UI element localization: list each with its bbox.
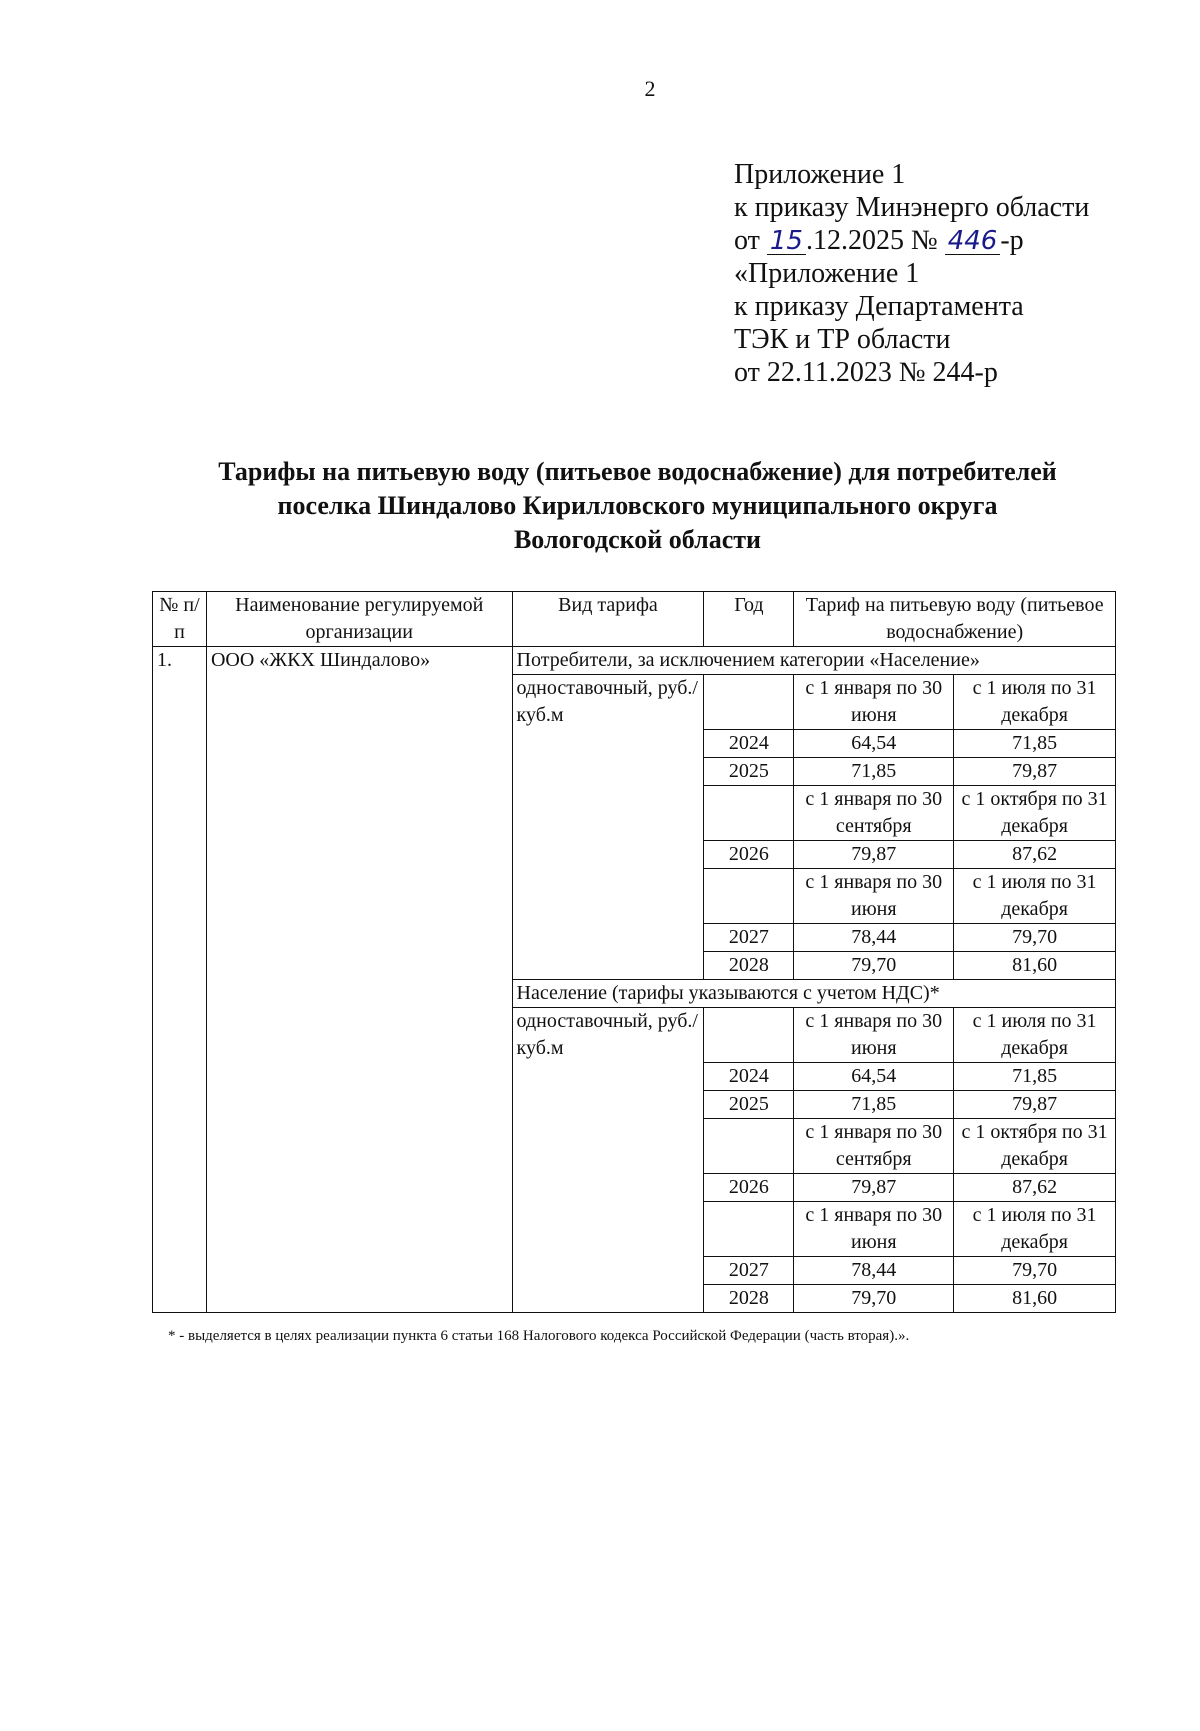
table-row (153, 647, 1116, 675)
value-cell: 79,70 (794, 952, 954, 980)
year-cell (704, 786, 794, 841)
tariff-table (152, 591, 1116, 1313)
header-org: Наименование регулируемой организации (206, 592, 512, 647)
handwritten-day: 15 (767, 228, 806, 255)
header-row (153, 592, 1116, 647)
period-cell: с 1 июля по 31 декабря (954, 869, 1116, 924)
value-cell: 79,87 (954, 1091, 1116, 1119)
year-cell (704, 1008, 794, 1063)
value-cell: 87,62 (954, 841, 1116, 869)
tariff-type: одноставочный, руб./куб.м (512, 1008, 704, 1313)
value-cell: 64,54 (794, 730, 954, 758)
header-num: № п/п (153, 592, 207, 647)
value-cell: 79,87 (794, 841, 954, 869)
period-cell: с 1 октября по 31 декабря (954, 1119, 1116, 1174)
year-cell (704, 869, 794, 924)
header-tariff: Тариф на питьевую воду (питьевое водоснабжение) (794, 592, 1116, 647)
value-cell: 71,85 (794, 758, 954, 786)
year-cell: 2025 (704, 758, 794, 786)
year-cell: 2025 (704, 1091, 794, 1119)
handwritten-order-number: 446 (945, 228, 1001, 255)
year-cell: 2026 (704, 841, 794, 869)
appendix-line: от 22.11.2023 № 244-р (734, 357, 998, 388)
value-cell: 81,60 (954, 1285, 1116, 1313)
year-cell: 2024 (704, 730, 794, 758)
appendix-line: к приказу Минэнерго области (734, 192, 1090, 223)
value-cell: 79,87 (954, 758, 1116, 786)
year-cell: 2027 (704, 1257, 794, 1285)
section-heading: Население (тарифы указываются с учетом НДС)* (512, 980, 1115, 1008)
year-cell (704, 1202, 794, 1257)
value-cell: 71,85 (954, 1063, 1116, 1091)
value-cell: 64,54 (794, 1063, 954, 1091)
value-cell: 71,85 (794, 1091, 954, 1119)
year-cell: 2024 (704, 1063, 794, 1091)
appendix-date-mid: .12.2025 № (805, 225, 938, 256)
period-cell: с 1 января по 30 июня (794, 1008, 954, 1063)
footnote: * - выделяется в целях реализации пункта 6 статьи 168 Налогового кодекса Российской Федерации (часть вторая).». (168, 1328, 910, 1344)
period-cell: с 1 января по 30 июня (794, 869, 954, 924)
organization-name: ООО «ЖКХ Шиндалово» (206, 647, 512, 1313)
appendix-date-prefix: от (734, 225, 760, 256)
year-cell: 2026 (704, 1174, 794, 1202)
year-cell (704, 675, 794, 730)
value-cell: 78,44 (794, 924, 954, 952)
period-cell: с 1 июля по 31 декабря (954, 675, 1116, 730)
period-cell: с 1 января по 30 июня (794, 675, 954, 730)
appendix-line: к приказу Департамента (734, 291, 1024, 322)
year-cell: 2028 (704, 1285, 794, 1313)
appendix-order-line (734, 224, 1089, 257)
period-cell: с 1 июля по 31 декабря (954, 1008, 1116, 1063)
value-cell: 81,60 (954, 952, 1116, 980)
value-cell: 79,70 (954, 1257, 1116, 1285)
period-cell: с 1 июля по 31 декабря (954, 1202, 1116, 1257)
title-line: Тарифы на питьевую воду (питьевое водоснабжение) для потребителей (218, 457, 1057, 486)
period-cell: с 1 октября по 31 декабря (954, 786, 1116, 841)
tariff-type: одноставочный, руб./куб.м (512, 675, 704, 980)
header-year: Год (704, 592, 794, 647)
period-cell: с 1 января по 30 сентября (794, 786, 954, 841)
page-number: 2 (644, 76, 656, 101)
header-type: Вид тарифа (512, 592, 704, 647)
year-cell (704, 1119, 794, 1174)
value-cell: 79,70 (954, 924, 1116, 952)
value-cell: 87,62 (954, 1174, 1116, 1202)
appendix-block (734, 158, 1089, 389)
appendix-line: «Приложение 1 (734, 258, 920, 289)
value-cell: 79,70 (794, 1285, 954, 1313)
title-line: Вологодской области (513, 525, 762, 554)
value-cell: 71,85 (954, 730, 1116, 758)
section-heading: Потребители, за исключением категории «Население» (512, 647, 1115, 675)
year-cell: 2027 (704, 924, 794, 952)
year-cell: 2028 (704, 952, 794, 980)
appendix-line: ТЭК и ТР области (734, 324, 951, 355)
row-number: 1. (153, 647, 207, 1313)
value-cell: 79,87 (794, 1174, 954, 1202)
title-line: поселка Шиндалово Кирилловского муниципального округа (277, 491, 998, 520)
document-title (150, 455, 1125, 557)
period-cell: с 1 января по 30 сентября (794, 1119, 954, 1174)
appendix-line: Приложение 1 (734, 159, 906, 190)
appendix-date-suffix: -р (1000, 225, 1024, 256)
value-cell: 78,44 (794, 1257, 954, 1285)
period-cell: с 1 января по 30 июня (794, 1202, 954, 1257)
